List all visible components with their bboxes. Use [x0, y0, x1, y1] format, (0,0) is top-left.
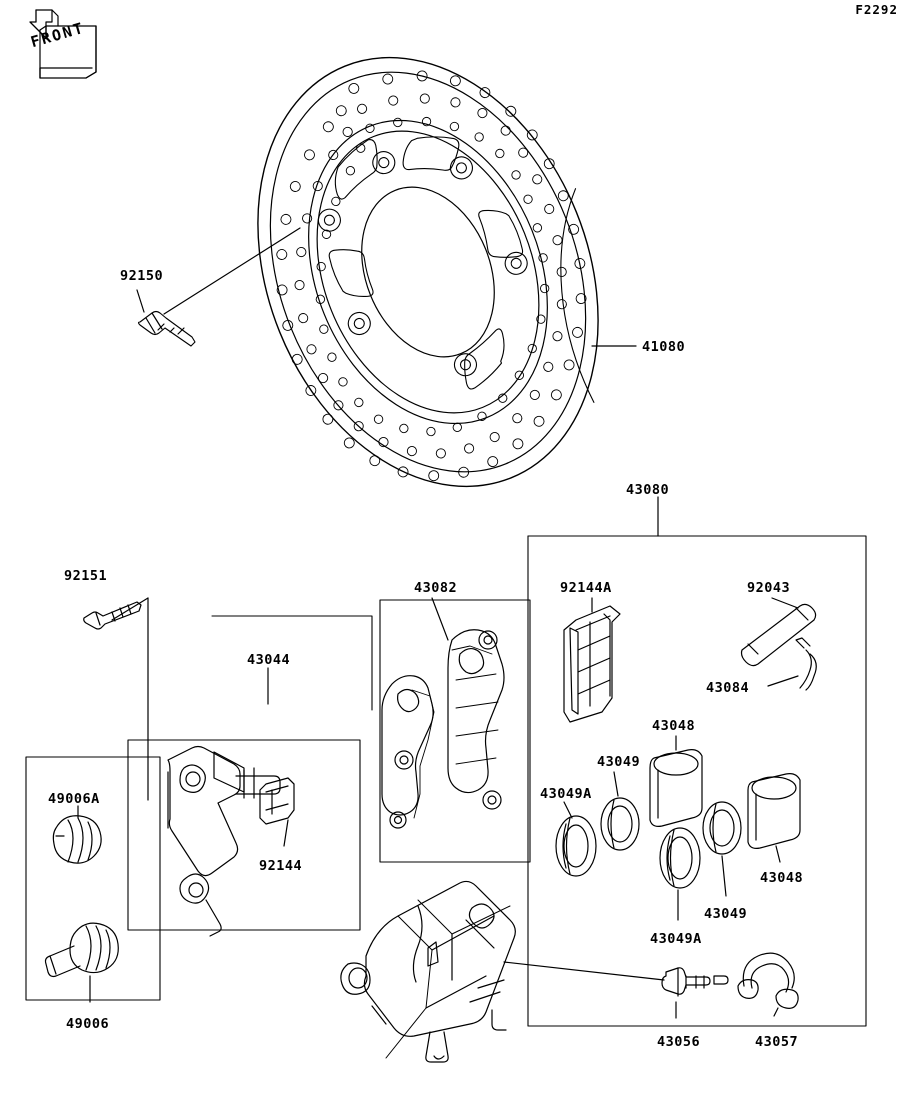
leader-92150 — [164, 228, 300, 314]
part-label-49006: 49006 — [66, 1016, 110, 1032]
leader-43057 — [774, 1008, 778, 1016]
part-label-43049: 43049 — [597, 754, 641, 770]
part-label-43082: 43082 — [414, 580, 458, 596]
part-label-92144: 92144 — [259, 858, 303, 874]
sheet-code: F2292 — [855, 2, 898, 17]
caliper-bolt-92151 — [84, 602, 141, 629]
part-label-43044: 43044 — [247, 652, 291, 668]
spring-92144 — [260, 778, 294, 824]
pad-spring-92144A — [564, 606, 620, 722]
frame-43044-outer — [212, 616, 372, 710]
part-label-49006A: 49006A — [48, 791, 100, 807]
brake-pads-43082 — [382, 630, 504, 828]
caliper-bracket-43044 — [168, 747, 280, 937]
part-label-92144A: 92144A — [560, 580, 612, 596]
leader-43084 — [768, 676, 798, 686]
leader-43082 — [432, 598, 448, 640]
part-label-92151: 92151 — [64, 568, 108, 584]
leader-43048b — [776, 846, 780, 862]
leader-92151-b — [112, 598, 148, 620]
part-label-43049b: 43049 — [704, 906, 748, 922]
boot-with-pin-49006 — [46, 923, 119, 976]
part-label-92043: 92043 — [747, 580, 791, 596]
frame-43082 — [380, 600, 530, 862]
group-frame-43080 — [528, 536, 866, 1026]
part-label-43056: 43056 — [657, 1034, 701, 1050]
disc-bolt-92150 — [139, 312, 196, 347]
pin-92043 — [742, 604, 816, 665]
part-label-41080: 41080 — [642, 339, 686, 355]
piston-seal-43049-a — [601, 798, 639, 850]
leader-92043 — [772, 598, 798, 608]
part-label-43084: 43084 — [706, 680, 750, 696]
leader-43049a — [614, 772, 618, 796]
piston-43048-a — [650, 750, 702, 827]
piston-seal-43049-b — [703, 802, 741, 854]
piston-43048-b — [748, 774, 800, 849]
part-label-43057: 43057 — [755, 1034, 799, 1050]
leader-92150-b — [137, 290, 144, 312]
part-label-43080: 43080 — [626, 482, 670, 498]
dust-seal-43049A-a — [556, 816, 596, 876]
leader-43049Aa — [564, 802, 572, 818]
cap-43057 — [738, 953, 798, 1008]
leader-43049b — [722, 856, 726, 896]
front-label: FRONT — [28, 18, 87, 52]
boot-49006A — [53, 816, 101, 863]
part-label-43048b: 43048 — [760, 870, 804, 886]
caliper-body — [341, 881, 515, 1062]
clip-43084 — [796, 638, 816, 690]
dust-seal-43049A-b — [660, 828, 700, 888]
part-label-92150: 92150 — [120, 268, 164, 284]
leader-92144 — [284, 820, 288, 846]
part-label-43049A: 43049A — [540, 786, 592, 802]
part-label-43048: 43048 — [652, 718, 696, 734]
part-label-43049Ab: 43049A — [650, 931, 702, 947]
brake-disc-41080 — [196, 3, 666, 538]
bleed-valve-43056 — [662, 968, 728, 996]
